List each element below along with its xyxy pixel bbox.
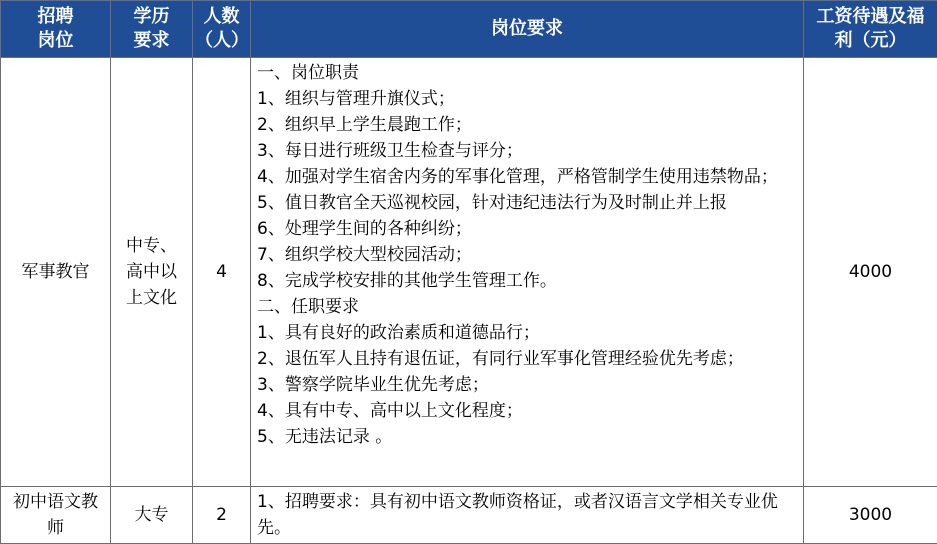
cell-requirements (251, 487, 804, 544)
requirement-item: 6、处理学生间的各种纠纷； (257, 219, 472, 239)
header-salary (804, 1, 937, 58)
cell-count (193, 58, 251, 487)
header-position-label: 招聘 岗位 (37, 6, 74, 51)
header-position (1, 1, 111, 58)
count-text: 2 (216, 505, 227, 525)
header-salary-label: 工资待遇及福 利（元） (816, 6, 925, 51)
requirement-item: 一、岗位职责 (257, 63, 359, 83)
requirement-item: 2、组织早上学生晨跑工作； (257, 115, 472, 135)
header-count (193, 1, 251, 58)
requirement-item: 5、值日教官全天巡视校园，针对违纪违法行为及时制止并上报 (257, 193, 727, 213)
requirement-item: 4、加强对学生宿舍内务的军事化管理，严格管制学生使用违禁物品； (257, 167, 778, 187)
salary-text: 3000 (848, 505, 893, 525)
requirement-item: 1、具有良好的政治素质和道德品行； (257, 323, 540, 343)
header-education (111, 1, 193, 58)
requirement-item: 1、招聘要求：具有初中语文教师资格证，或者汉语言文学相关专业优先。 (257, 492, 778, 538)
requirement-item: 4、具有中专、高中以上文化程度； (257, 401, 523, 421)
position-text: 军事教官 (21, 262, 90, 282)
header-requirements (251, 1, 804, 58)
table-row (1, 58, 937, 487)
requirement-item: 3、警察学院毕业生优先考虑； (257, 375, 489, 395)
requirement-item: 1、组织与管理升旗仪式； (257, 89, 455, 109)
header-requirements-label: 岗位要求 (491, 18, 563, 39)
requirement-item: 2、退伍军人且持有退伍证，有同行业军事化管理经验优先考虑； (257, 349, 744, 369)
cell-position (1, 58, 111, 487)
cell-salary (804, 487, 937, 544)
cell-position (1, 487, 111, 544)
requirement-item: 8、完成学校安排的其他学生管理工作。 (257, 271, 557, 291)
table-row (1, 487, 937, 544)
count-text: 4 (216, 262, 227, 282)
education-text: 大专 (134, 505, 169, 525)
cell-requirements (251, 58, 804, 487)
requirement-item: 3、每日进行班级卫生检查与评分； (257, 141, 523, 161)
position-text: 初中语文教 师 (13, 492, 98, 538)
requirements-list (251, 58, 803, 450)
header-row (1, 1, 937, 58)
cell-salary (804, 58, 937, 487)
header-count-label: 人数 （人） (195, 6, 249, 51)
salary-text: 4000 (848, 262, 893, 282)
education-text: 中专、 高中以 上文化 (126, 236, 177, 308)
requirement-item: 5、无违法记录 。 (257, 427, 393, 447)
cell-count (193, 487, 251, 544)
cell-education (111, 487, 193, 544)
header-education-label: 学历 要求 (133, 6, 170, 51)
requirement-item: 二、任职要求 (257, 297, 359, 317)
requirement-item: 7、组织学校大型校园活动； (257, 245, 472, 265)
cell-education (111, 58, 193, 487)
